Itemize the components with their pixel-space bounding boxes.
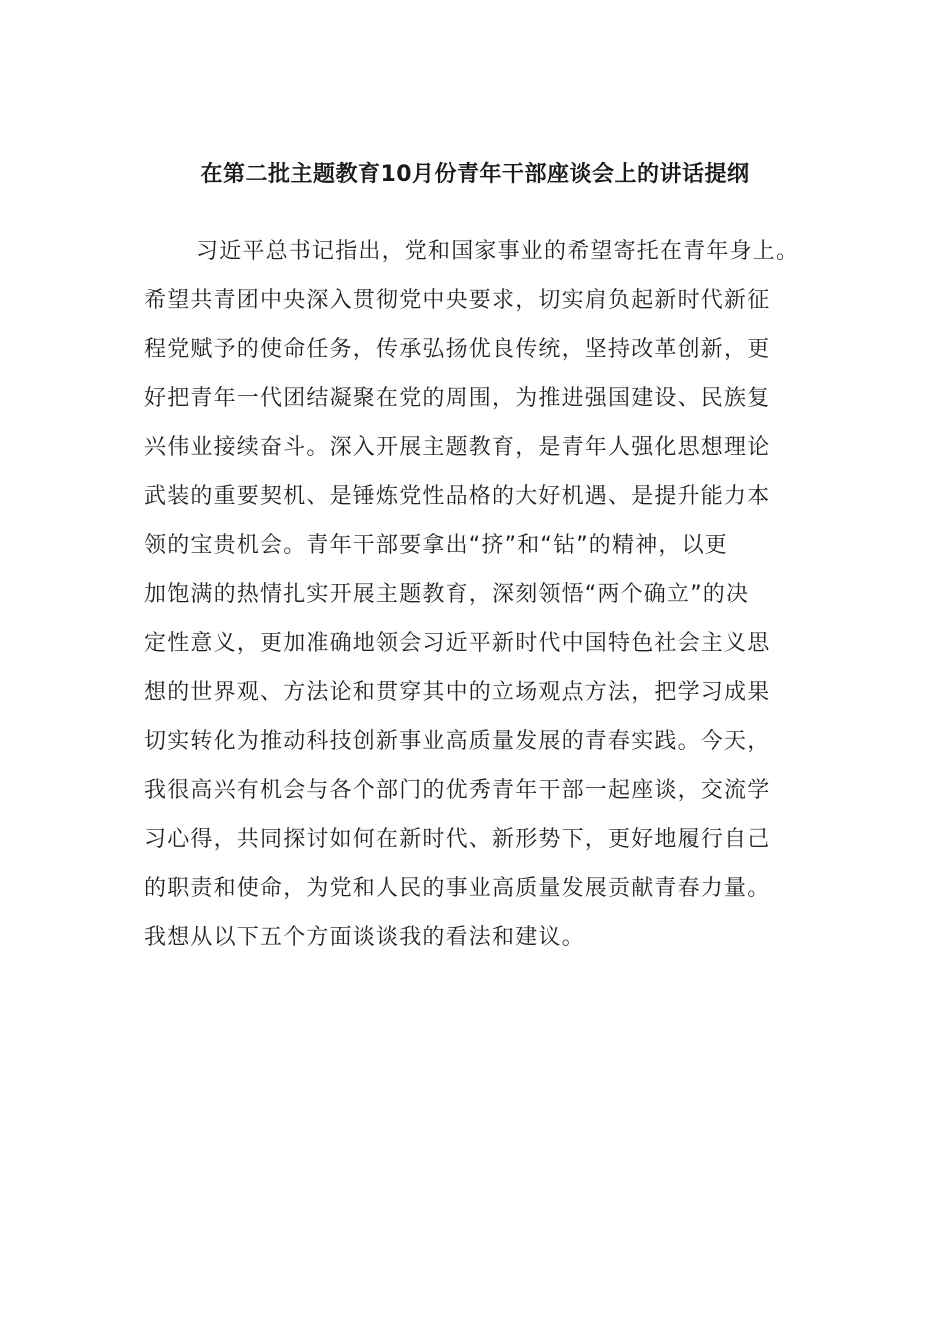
paragraph-line: 定性意义，更加准确地领会习近平新时代中国特色社会主义思 [144,631,771,656]
paragraph-line: 切实转化为推动科技创新事业高质量发展的青春实践。今天， [144,729,771,754]
paragraph-line: 武装的重要契机、是锤炼党性品格的大好机遇、是提升能力本 [144,484,771,509]
paragraph-line: 想的世界观、方法论和贯穿其中的立场观点方法，把学习成果 [144,680,771,705]
paragraph-line: 希望共青团中央深入贯彻党中央要求，切实肩负起新时代新征 [144,288,771,313]
paragraph-line: 的职责和使命，为党和人民的事业高质量发展贡献青春力量。 [144,876,771,901]
paragraph-line: 领的宝贵机会。青年干部要拿出“挤”和“钻”的精神，以更 [144,533,728,558]
paragraph-line: 兴伟业接续奋斗。深入开展主题教育，是青年人强化思想理论 [144,435,771,460]
paragraph-line: 程党赋予的使命任务，传承弘扬优良传统，坚持改革创新，更 [144,337,771,362]
paragraph-line: 好把青年一代团结凝聚在党的周围，为推进强国建设、民族复 [144,386,771,411]
document-title: 在第二批主题教育10月份青年干部座谈会上的讲话提纲 [200,162,750,187]
paragraph-line: 习近平总书记指出，党和国家事业的希望寄托在青年身上。 [196,239,800,264]
paragraph-line: 我想从以下五个方面谈谈我的看法和建议。 [144,925,585,950]
paragraph-line: 我很高兴有机会与各个部门的优秀青年干部一起座谈，交流学 [144,778,771,803]
body-paragraph [144,234,824,969]
paragraph-line: 加饱满的热情扎实开展主题教育，深刻领悟“两个确立”的决 [144,582,750,607]
paragraph-line: 习心得，共同探讨如何在新时代、新形势下，更好地履行自己 [144,827,771,852]
